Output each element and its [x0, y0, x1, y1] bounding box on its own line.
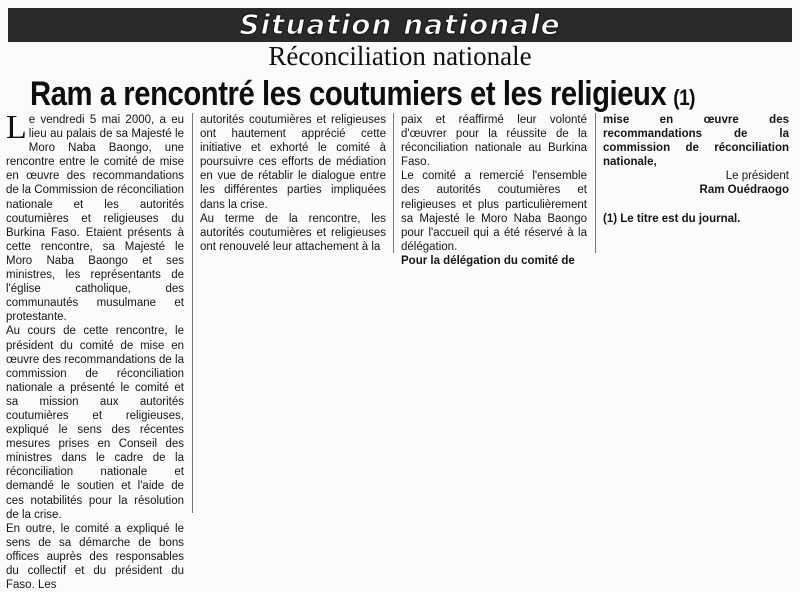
paragraph: Au cours de cette rencontre, le président du comité de mise en œuvre des recommandations de la commission de réconciliation nationale a présenté le comité et sa mission aux autorités coutumières et religieuses, expliqué le sens des récentes mesures prises en Conseil des ministres dans le cadre de la réconciliation nationale et demandé le soutien et l'aide de ces notabilités pour la résolution de la crise. — [6, 325, 184, 521]
lead-paragraph-text: e vendredi 5 mai 2000, a eu lieu au palais de sa Majesté le Moro Naba Baongo, une rencontre entre le comité de mise en œuvre des recommandations de la Commission de réconciliation nationale et les autorités coutumières et religieuses du Burkina Faso. Etaient présents à cette rencontre, sa Majesté le Moro Naba Baongo et ses ministres, les représentants de l'église catholique, des communautés musulmane et protestante. — [6, 114, 184, 324]
section-title: Situation nationale — [239, 8, 561, 41]
article-kicker: Réconciliation nationale — [268, 41, 532, 71]
signature-role: Le président — [725, 170, 789, 183]
paragraph: En outre, le comité a expliqué le sens de sa démarche de bons offices auprès des responsables du collectif et du président du Faso. Les — [6, 522, 184, 592]
article-column-2 — [200, 113, 386, 254]
paragraph: autorités coutumières et religieuses ont hautement apprécié cette initiative et exhorté le comité à poursuivre ces efforts de médiation en vue de rétablir le dialogue entre les différentes parties impliquées dans la crise. — [200, 114, 386, 211]
section-banner — [8, 8, 792, 42]
column-rule — [192, 113, 193, 513]
drop-cap: L — [6, 109, 27, 146]
delegation-continuation: mise en œuvre des recommandations de la commission de réconciliation nationale, — [603, 114, 789, 169]
paragraph: Le comité a remercié l'ensemble des autorités coutumières et religieuses et plus particulièrement sa Majesté le Moro Naba Baongo pour l'accueil qui a été réservé à la délégation. — [401, 170, 587, 253]
signature-name: Ram Ouédraogo — [699, 184, 789, 197]
article-column-3 — [401, 113, 587, 268]
headline-text: Ram a rencontré les coutumiers et les religieux — [30, 75, 667, 113]
column-rule — [595, 113, 596, 253]
paragraph: Au terme de la rencontre, les autorités coutumières et religieuses ont renouvelé leur attachement à la — [200, 212, 386, 253]
article-column-1 — [6, 109, 184, 592]
paragraph: paix et réaffirmé leur volonté d'œuvrer pour la réussite de la réconciliation nationale au Burkina Faso. — [401, 114, 587, 169]
headline-footnote-marker: (1) — [673, 85, 696, 110]
article-column-4 — [603, 113, 789, 226]
footnote: (1) Le titre est du journal. — [603, 212, 741, 225]
delegation-line: Pour la délégation du comité de — [401, 254, 575, 267]
lead-paragraph — [6, 109, 184, 324]
column-rule — [393, 113, 394, 253]
